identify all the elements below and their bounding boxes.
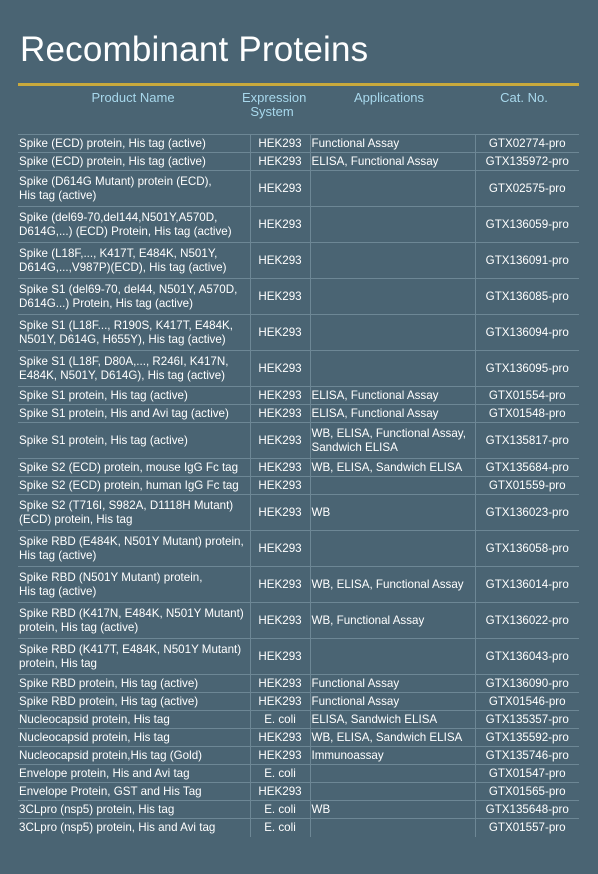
cell-line: Functional Assay xyxy=(311,694,400,708)
product-name-cell xyxy=(18,477,250,495)
cat-no-cell: GTX135746-pro xyxy=(475,747,579,765)
applications-cell xyxy=(310,423,475,459)
expression-system-cell: HEK293 xyxy=(250,495,310,531)
cell-line: Spike RBD protein, His tag (active) xyxy=(19,694,199,708)
cell-line: WB xyxy=(311,505,331,519)
cell-line: Nucleocapsid protein,His tag (Gold) xyxy=(19,748,203,762)
table-row xyxy=(18,819,579,837)
applications-cell xyxy=(310,801,475,819)
cat-no-cell: GTX135357-pro xyxy=(475,711,579,729)
product-name-cell xyxy=(18,675,250,693)
product-name-cell xyxy=(18,405,250,423)
expression-system-cell: E. coli xyxy=(250,819,310,837)
applications-cell xyxy=(310,387,475,405)
product-name-cell xyxy=(18,207,250,243)
cell-line: His tag (active) xyxy=(19,548,97,562)
table-row xyxy=(18,639,579,675)
table-header xyxy=(18,91,579,133)
table-row xyxy=(18,801,579,819)
cat-no-cell: GTX01547-pro xyxy=(475,765,579,783)
table-row xyxy=(18,135,579,153)
product-name-cell xyxy=(18,279,250,315)
cell-line: E484K, N501Y, D614G), His tag (active) xyxy=(19,368,225,382)
cat-no-cell: GTX01559-pro xyxy=(475,477,579,495)
cat-no-cell: GTX135592-pro xyxy=(475,729,579,747)
table-row xyxy=(18,153,579,171)
table-row xyxy=(18,603,579,639)
table-row xyxy=(18,171,579,207)
applications-cell xyxy=(310,171,475,207)
expression-system-cell: HEK293 xyxy=(250,459,310,477)
cell-line: Spike RBD (K417N, E484K, N501Y Mutant) xyxy=(19,607,244,620)
expression-system-cell: HEK293 xyxy=(250,531,310,567)
expression-system-cell: HEK293 xyxy=(250,477,310,495)
cell-line: 3CLpro (nsp5) protein, His tag xyxy=(19,802,175,816)
table-row xyxy=(18,531,579,567)
cat-no-cell: GTX01565-pro xyxy=(475,783,579,801)
cat-no-cell: GTX135817-pro xyxy=(475,423,579,459)
cat-no-cell: GTX02575-pro xyxy=(475,171,579,207)
cell-line: Nucleocapsid protein, His tag xyxy=(19,730,170,744)
product-name-cell xyxy=(18,729,250,747)
table-row xyxy=(18,459,579,477)
product-name-cell xyxy=(18,639,250,675)
cell-line: Nucleocapsid protein, His tag xyxy=(19,712,170,726)
table-row xyxy=(18,747,579,765)
expression-system-cell: HEK293 xyxy=(250,243,310,279)
table-row xyxy=(18,243,579,279)
expression-system-cell: HEK293 xyxy=(250,639,310,675)
expression-system-cell: HEK293 xyxy=(250,207,310,243)
applications-cell xyxy=(310,351,475,387)
applications-cell xyxy=(310,243,475,279)
table-row xyxy=(18,765,579,783)
cell-line: D614G,...) (ECD) Protein, His tag (active) xyxy=(19,224,232,238)
cell-line: Functional Assay xyxy=(311,136,400,150)
cat-no-cell: GTX135972-pro xyxy=(475,153,579,171)
cell-line: Spike S1 protein, His tag (active) xyxy=(19,388,188,402)
cell-line: ELISA, Functional Assay xyxy=(311,406,439,420)
cat-no-cell: GTX01548-pro xyxy=(475,405,579,423)
applications-cell xyxy=(310,729,475,747)
expression-system-cell: HEK293 xyxy=(250,405,310,423)
table-row xyxy=(18,729,579,747)
applications-cell xyxy=(310,153,475,171)
cell-line: D614G,...,V987P)(ECD), His tag (active) xyxy=(19,260,227,274)
products-table xyxy=(18,134,579,837)
product-name-cell xyxy=(18,423,250,459)
product-name-cell xyxy=(18,567,250,603)
applications-cell xyxy=(310,639,475,675)
product-name-cell xyxy=(18,603,250,639)
table-row xyxy=(18,675,579,693)
cat-no-cell: GTX136085-pro xyxy=(475,279,579,315)
cell-line: Spike (L18F,..., K417T, E484K, N501Y, xyxy=(19,247,218,260)
table-row xyxy=(18,315,579,351)
expression-system-cell: HEK293 xyxy=(250,729,310,747)
cell-line: Envelope Protein, GST and His Tag xyxy=(19,784,202,798)
cell-line: protein, His tag xyxy=(19,656,97,670)
cell-line: Spike (del69-70,del144,N501Y,A570D, xyxy=(19,211,218,224)
applications-cell xyxy=(310,783,475,801)
expression-system-cell: HEK293 xyxy=(250,423,310,459)
cell-line: His tag (active) xyxy=(19,584,97,598)
applications-cell xyxy=(310,405,475,423)
table-row xyxy=(18,495,579,531)
product-name-cell xyxy=(18,459,250,477)
cell-line: Immunoassay xyxy=(311,748,384,762)
cat-no-cell: GTX136022-pro xyxy=(475,603,579,639)
cell-line: 3CLpro (nsp5) protein, His and Avi tag xyxy=(19,821,216,834)
table-row xyxy=(18,351,579,387)
expression-system-cell: E. coli xyxy=(250,711,310,729)
cat-no-cell: GTX136043-pro xyxy=(475,639,579,675)
table-row xyxy=(18,207,579,243)
cell-line: His tag (active) xyxy=(19,188,97,202)
cell-line: Spike (ECD) protein, His tag (active) xyxy=(19,136,206,150)
cat-no-cell: GTX136091-pro xyxy=(475,243,579,279)
expression-system-cell: HEK293 xyxy=(250,783,310,801)
cat-no-cell: GTX136023-pro xyxy=(475,495,579,531)
table-row xyxy=(18,567,579,603)
product-name-cell xyxy=(18,765,250,783)
expression-system-cell: HEK293 xyxy=(250,315,310,351)
cell-line: Spike S2 (T716I, S982A, D1118H Mutant) xyxy=(19,499,234,512)
product-name-cell xyxy=(18,495,250,531)
cell-line: WB, ELISA, Sandwich ELISA xyxy=(311,730,463,744)
product-name-cell xyxy=(18,315,250,351)
applications-cell xyxy=(310,477,475,495)
cell-line: ELISA, Sandwich ELISA xyxy=(311,712,438,726)
applications-cell xyxy=(310,135,475,153)
product-name-cell xyxy=(18,693,250,711)
expression-system-cell: HEK293 xyxy=(250,567,310,603)
cat-no-cell: GTX135648-pro xyxy=(475,801,579,819)
applications-cell xyxy=(310,765,475,783)
cat-no-cell: GTX136095-pro xyxy=(475,351,579,387)
cat-no-cell: GTX136059-pro xyxy=(475,207,579,243)
cat-no-cell: GTX136094-pro xyxy=(475,315,579,351)
cell-line: N501Y, D614G, H655Y), His tag (active) xyxy=(19,332,226,346)
cell-line: WB, ELISA, Functional Assay xyxy=(311,577,464,591)
cat-no-cell: GTX136014-pro xyxy=(475,567,579,603)
table-row xyxy=(18,711,579,729)
cell-line: Spike RBD (E484K, N501Y Mutant) protein, xyxy=(19,535,244,548)
cell-line: Spike S1 (del69-70, del44, N501Y, A570D, xyxy=(19,283,238,296)
applications-cell xyxy=(310,675,475,693)
cat-no-cell: GTX136058-pro xyxy=(475,531,579,567)
expression-system-cell: HEK293 xyxy=(250,171,310,207)
applications-cell xyxy=(310,495,475,531)
cell-line: ELISA, Functional Assay xyxy=(311,388,439,402)
cat-no-cell: GTX135684-pro xyxy=(475,459,579,477)
cat-no-cell: GTX01554-pro xyxy=(475,387,579,405)
applications-cell xyxy=(310,207,475,243)
cell-line: Spike (D614G Mutant) protein (ECD), xyxy=(19,175,212,188)
applications-cell xyxy=(310,693,475,711)
product-name-cell xyxy=(18,153,250,171)
cell-line: Spike S1 protein, His tag (active) xyxy=(19,433,188,447)
product-name-cell xyxy=(18,531,250,567)
expression-system-cell: HEK293 xyxy=(250,279,310,315)
cat-no-cell: GTX01546-pro xyxy=(475,693,579,711)
cell-line: Envelope protein, His and Avi tag xyxy=(19,766,190,780)
table-row xyxy=(18,423,579,459)
cell-line: Spike S2 (ECD) protein, human IgG Fc tag xyxy=(19,478,239,492)
page-title: Recombinant Proteins xyxy=(20,30,369,69)
cell-line: Spike RBD (N501Y Mutant) protein, xyxy=(19,571,203,584)
table-row xyxy=(18,279,579,315)
product-name-cell xyxy=(18,801,250,819)
table-row xyxy=(18,783,579,801)
product-name-cell xyxy=(18,783,250,801)
cell-line: protein, His tag (active) xyxy=(19,620,139,634)
applications-cell xyxy=(310,531,475,567)
product-name-cell xyxy=(18,387,250,405)
table-row xyxy=(18,405,579,423)
cell-line: ELISA, Functional Assay xyxy=(311,154,439,168)
cell-line: (ECD) protein, His tag xyxy=(19,512,133,526)
cat-no-cell: GTX01557-pro xyxy=(475,819,579,837)
expression-system-cell: E. coli xyxy=(250,765,310,783)
cell-line: Spike (ECD) protein, His tag (active) xyxy=(19,154,206,168)
cat-no-cell: GTX136090-pro xyxy=(475,675,579,693)
cell-line: Sandwich ELISA xyxy=(311,440,398,454)
applications-cell xyxy=(310,819,475,837)
cell-line: WB xyxy=(311,802,331,816)
applications-cell xyxy=(310,603,475,639)
applications-cell xyxy=(310,459,475,477)
product-name-cell xyxy=(18,171,250,207)
cell-line: Spike S1 protein, His and Avi tag (active) xyxy=(19,406,229,420)
title-divider xyxy=(18,83,579,86)
product-name-cell xyxy=(18,351,250,387)
expression-system-cell: HEK293 xyxy=(250,747,310,765)
cell-line: Spike RBD (K417T, E484K, N501Y Mutant) xyxy=(19,643,242,656)
applications-cell xyxy=(310,315,475,351)
expression-system-cell: HEK293 xyxy=(250,135,310,153)
header-expression-system: Expression System xyxy=(242,90,307,119)
table-row xyxy=(18,387,579,405)
expression-system-cell: HEK293 xyxy=(250,603,310,639)
cell-line: WB, ELISA, Functional Assay, xyxy=(311,427,466,440)
cell-line: Spike S2 (ECD) protein, mouse IgG Fc tag xyxy=(19,460,239,474)
applications-cell xyxy=(310,567,475,603)
table-row xyxy=(18,693,579,711)
expression-system-cell: HEK293 xyxy=(250,693,310,711)
applications-cell xyxy=(310,747,475,765)
header-applications: Applications xyxy=(353,90,425,105)
product-name-cell xyxy=(18,819,250,837)
cell-line: WB, Functional Assay xyxy=(311,613,425,627)
expression-system-cell: HEK293 xyxy=(250,387,310,405)
cell-line: D614G...) Protein, His tag (active) xyxy=(19,296,193,310)
expression-system-cell: HEK293 xyxy=(250,675,310,693)
cell-line: WB, ELISA, Sandwich ELISA xyxy=(311,460,463,474)
expression-system-cell: E. coli xyxy=(250,801,310,819)
cell-line: Spike RBD protein, His tag (active) xyxy=(19,676,199,690)
cat-no-cell: GTX02774-pro xyxy=(475,135,579,153)
product-name-cell xyxy=(18,747,250,765)
cell-line: Spike S1 (L18F, D80A,..., R246I, K417N, xyxy=(19,355,229,368)
header-product-name: Product Name xyxy=(91,90,175,105)
product-name-cell xyxy=(18,135,250,153)
expression-system-cell: HEK293 xyxy=(250,351,310,387)
applications-cell xyxy=(310,279,475,315)
table-row xyxy=(18,477,579,495)
cell-line: Functional Assay xyxy=(311,676,400,690)
cell-line: Spike S1 (L18F..., R190S, K417T, E484K, xyxy=(19,319,233,332)
expression-system-cell: HEK293 xyxy=(250,153,310,171)
applications-cell xyxy=(310,711,475,729)
header-cat-no: Cat. No. xyxy=(500,90,548,105)
product-name-cell xyxy=(18,711,250,729)
product-name-cell xyxy=(18,243,250,279)
